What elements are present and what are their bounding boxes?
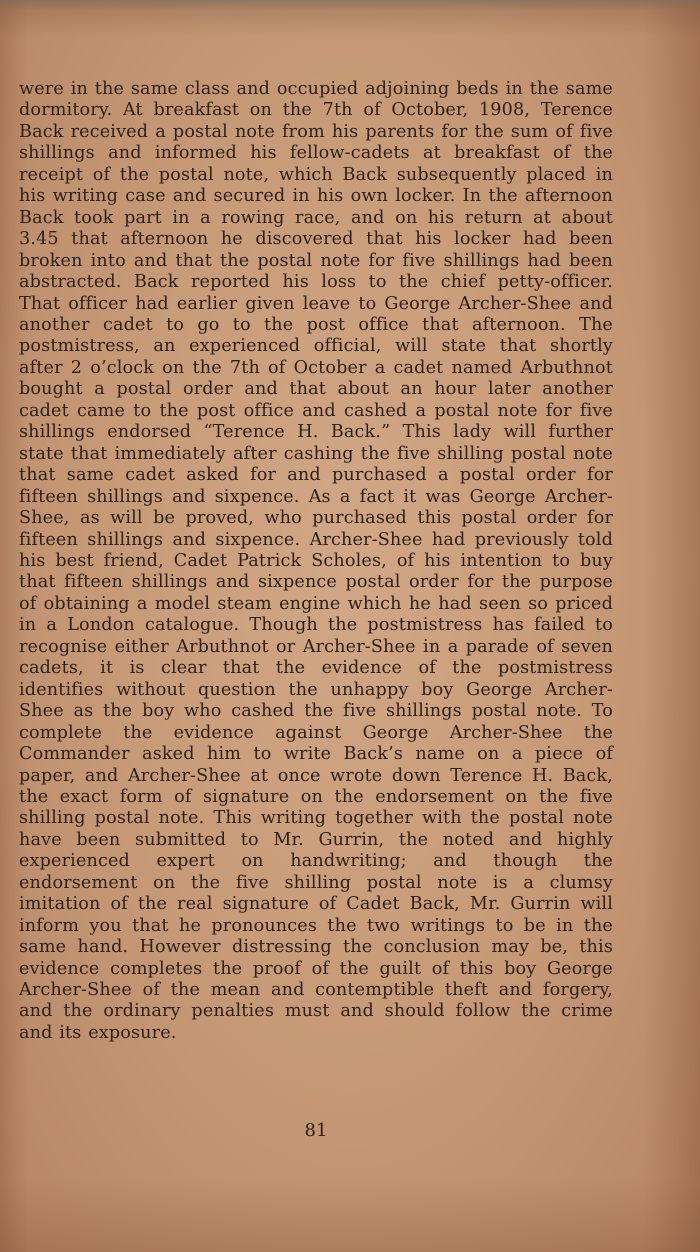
- body-paragraph: were in the same class and occupied adjoining beds in the same dormitory. At breakfast on the 7th of October, 1908, Terence Back received a postal note from his parents for the sum of five shillings and informed his fellow-cadets at breakfast of the receipt of the postal note, which Back subsequently placed in his writing case and secured in his own locker. In the afternoon Back took part in a rowing race, and on his return at about 3.45 that afternoon he discovered that his locker had been broken into and that the postal note for five shillings had been abstracted. Back reported his loss to the chief petty-officer. That officer had earlier given leave to George Archer-Shee and another cadet to go to the post office that afternoon. The postmistress, an experienced official, will state that shortly after 2 o’clock on the 7th of October a cadet named Arbuthnot bought a postal order and that about an hour later another cadet came to the post office and cashed a postal note for five shillings endorsed “Terence H. Back.” This lady will further state that immediately after cashing the five shilling postal note that same cadet asked for and purchased a postal order for fifteen shillings and sixpence. As a fact it was George Archer-Shee, as will be proved, who purchased this postal order for fifteen shillings and sixpence. Archer-Shee had previously told his best friend, Cadet Patrick Scholes, of his intention to buy that fifteen shillings and sixpence postal order for the purpose of obtaining a model steam engine which he had seen so priced in a London catalogue. Though the postmistress has failed to recognise either Arbuthnot or Archer-Shee in a parade of seven cadets, it is clear that the evidence of the postmistress identifies without question the unhappy boy George Archer-Shee as the boy who cashed the five shillings postal note. To complete the evidence against George Archer-Shee the Commander asked him to write Back’s name on a piece of paper, and Archer-Shee at once wrote down Terence H. Back, the exact form of signature on the endorsement on the five shilling postal note. This writing together with the postal note have been submitted to Mr. Gurrin, the noted and highly experienced expert on handwriting; and though the endorsement on the five shilling postal note is a clumsy imitation of the real signature of Cadet Back, Mr. Gurrin will inform you that he pronounces the two writings to be in the same hand. However distressing the conclusion may be, this evidence completes the proof of the guilt of this boy George Archer-Shee of the mean and contemptible theft and forgery, and the ordinary penalties must and should follow the crime and its exposure.: [19, 79, 613, 1043]
- page-number: 81: [304, 1120, 328, 1141]
- page-top-edge: [0, 0, 700, 10]
